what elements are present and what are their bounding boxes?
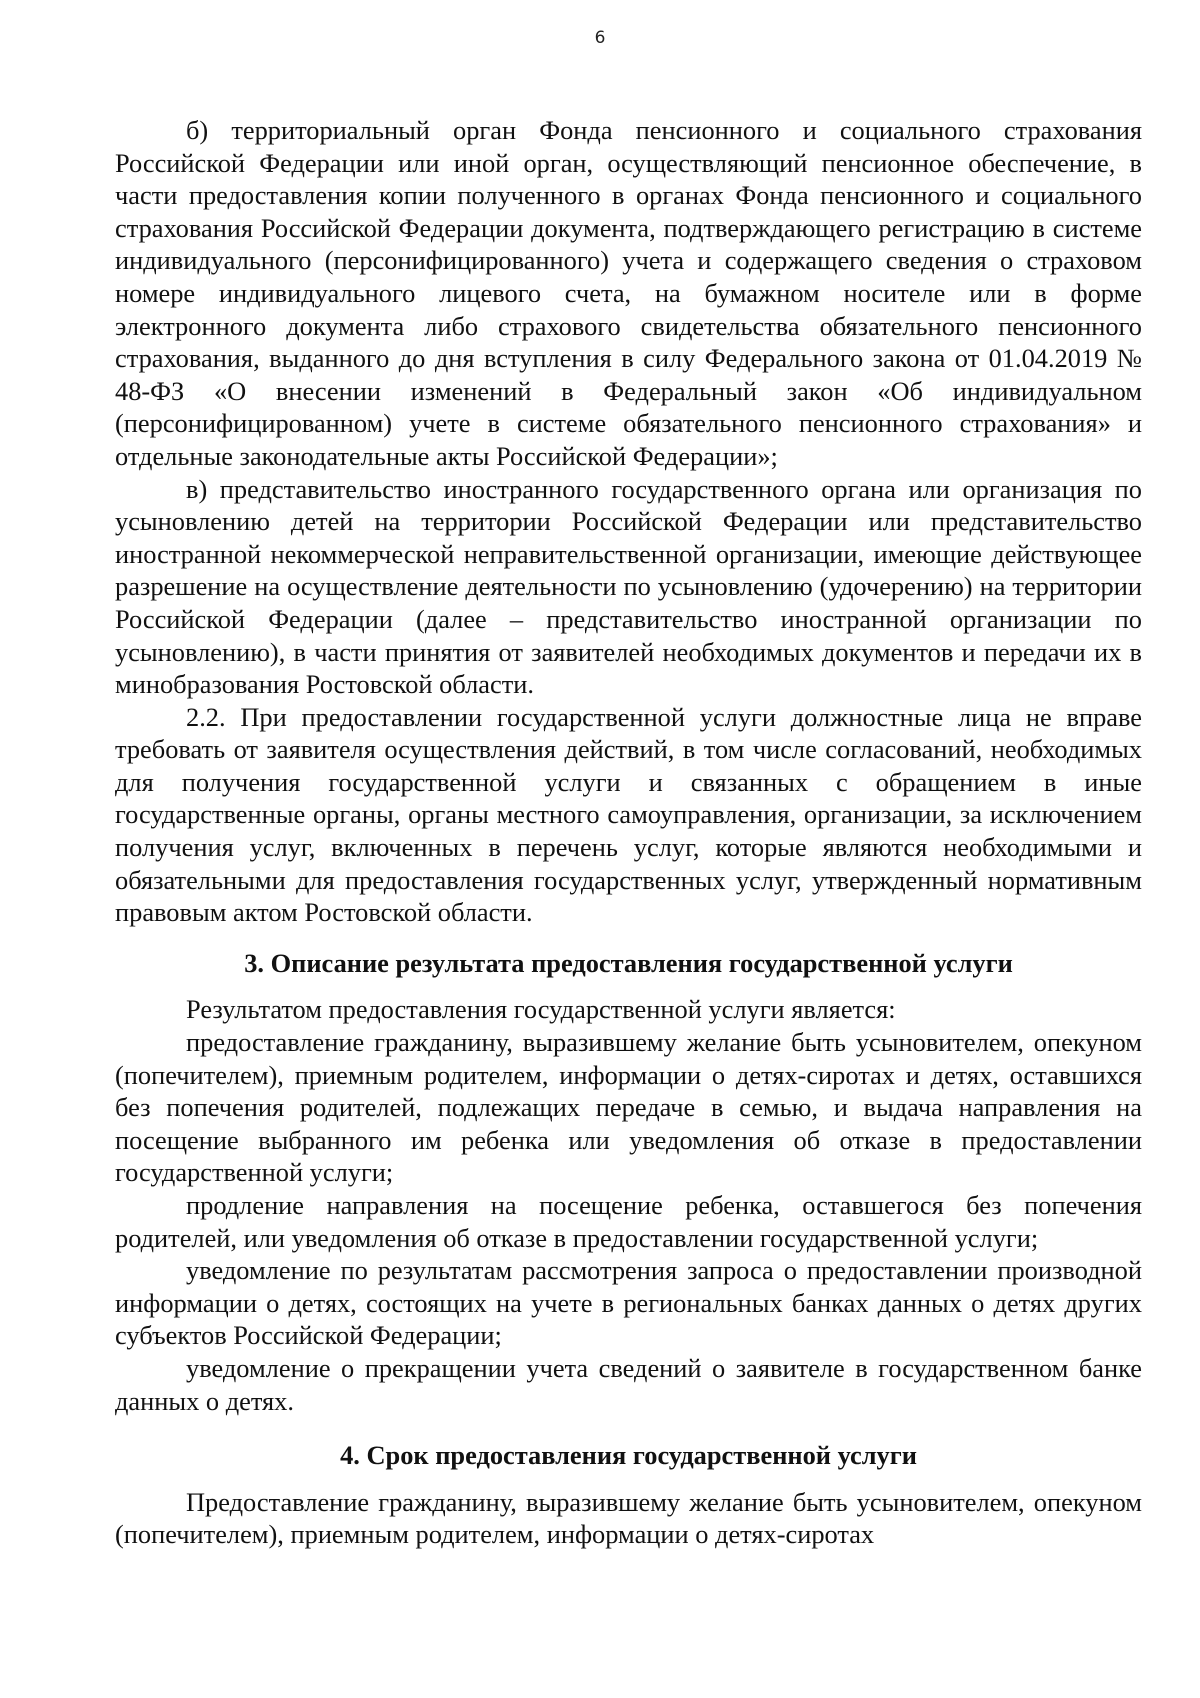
section-3-paragraph: предоставление гражданину, выразившему желание быть усыновителем, опекуном (попечителем), приемным родителем, информации о детях-сиротах и детях, оставшихся без попечения родителей, подлежащих передаче в семью, и выдача направления на посещение выбранного им ребенка или уведомления об отказе в предоставлении государственной услуги; bbox=[115, 1027, 1142, 1188]
page-number: 6 bbox=[594, 28, 606, 48]
section-4-heading: 4. Срок предоставления государственной услуги bbox=[340, 1440, 917, 1471]
paragraph-2-2: 2.2. При предоставлении государственной услуги должностные лица не вправе требовать от заявителя осуществления действий, в том числе согласований, необходимых для получения государственной услуги и связанных с обращением в иные государственные органы, органы местного самоуправления, организации, за исключением получения услуг, включенных в перечень услуг, которые являются необходимыми и обязательными для предоставления государственных услуг, утвержденный нормативным правовым актом Ростовской области. bbox=[115, 701, 1142, 928]
paragraph-foreign-representative: в) представительство иностранного государственного органа или организация по усыновлению детей на территории Российской Федерации или представительство иностранной некоммерческой неправительственной организации, имеющие действующее разрешение на осуществление деятельности по усыновлению (удочерению) на территории Российской Федерации (далее – представительство иностранной организации по усыновлению), в части принятия от заявителей необходимых документов и передачи их в минобразования Ростовской области. bbox=[115, 473, 1142, 700]
section-3-paragraph: уведомление о прекращении учета сведений о заявителе в государственном банке данных о детях. bbox=[115, 1352, 1142, 1416]
section-3-paragraph: Результатом предоставления государственной услуги является: bbox=[186, 994, 896, 1025]
document-body bbox=[115, 114, 1142, 1551]
section-3-paragraph: продление направления на посещение ребенка, оставшегося без попечения родителей, или уведомления об отказе в предоставлении государственной услуги; bbox=[115, 1190, 1142, 1253]
section-4-paragraph: Предоставление гражданину, выразившему желание быть усыновителем, опекуном (попечителем), приемным родителем, информации о детях-сиротах bbox=[115, 1486, 1142, 1550]
section-3-heading: 3. Описание результата предоставления государственной услуги bbox=[244, 947, 1013, 978]
paragraph-pension-fund: б) территориальный орган Фонда пенсионного и социального страхования Российской Федерации или иной орган, осуществляющий пенсионное обеспечение, в части предоставления копии полученного в органах Фонда пенсионного и социального страхования Российской Федерации документа, подтверждающего регистрацию в системе индивидуального (персонифицированного) учета и содержащего сведения о страховом номере индивидуального лицевого счета, на бумажном носителе или в форме электронного документа либо страхового свидетельства обязательного пенсионного страхования, выданного до дня вступления в силу Федерального закона от 01.04.2019 № 48-ФЗ «О внесении изменений в Федеральный закон «Об индивидуальном (персонифицированном) учете в системе обязательного пенсионного страхования» и отдельные законодательные акты Российской Федерации»; bbox=[115, 115, 1142, 471]
section-3-paragraph: уведомление по результатам рассмотрения запроса о предоставлении производной информации о детях, состоящих на учете в региональных банках данных о детях других субъектов Российской Федерации; bbox=[115, 1255, 1142, 1351]
